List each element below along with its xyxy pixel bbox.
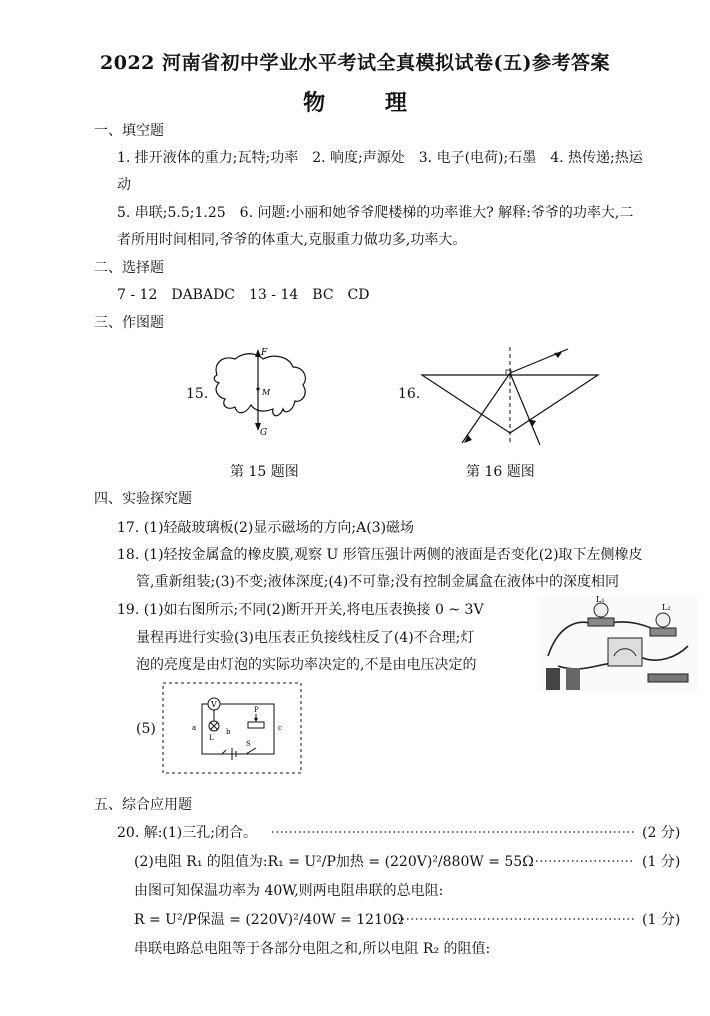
answer-line: 20. 解:(1)三孔;闭合。 — [117, 825, 257, 841]
circuit-schematic — [162, 682, 302, 774]
answer-line: 18. (1)轻按金属盒的橡皮膜,观察 U 形管压强计两侧的液面是否变化(2)取下左侧橡皮 — [117, 547, 643, 563]
pig-force-diagram — [205, 345, 315, 440]
figure-caption: 第 16 题图 — [466, 464, 535, 480]
answer-line: 1. 排开液体的重力;瓦特;功率 2. 响度;声源处 3. 电子(电荷);石墨 4. 热传递;热运 — [117, 150, 643, 166]
answer-line: 串联电路总电阻等于各部分电阻之和,所以电阻 R₂ 的阻值: — [134, 941, 491, 957]
center-label: M — [262, 388, 271, 397]
answer-line: R = U²/P保温 = (220V)²/40W = 1210Ω — [134, 912, 404, 928]
answer-line: 由图可知保温功率为 40W,则两电阻串联的总电阻: — [134, 883, 444, 899]
figure-caption: 第 15 题图 — [230, 464, 299, 480]
lamp1-label: L₁ — [596, 596, 605, 604]
answer-line: 17. (1)轻敲玻璃板(2)显示磁场的方向;A(3)磁场 — [117, 520, 415, 536]
answer-line: 19. (1)如右图所示;不同(2)断开开关,将电压表换接 0 ~ 3V — [117, 602, 484, 618]
score: (1 分) — [642, 912, 681, 928]
lamp2-label: L₂ — [662, 603, 671, 612]
figure-number: 16. — [398, 386, 421, 402]
answer-line: 管,重新组装;(3)不变;液体深度;(4)不可靠;没有控制金属盒在液体中的深度相同 — [136, 574, 619, 590]
gravity-label: G — [260, 428, 268, 438]
subject-title: 物 理 — [303, 90, 433, 116]
answer-line: 7 - 12 DABADC 13 - 14 BC CD — [117, 287, 370, 303]
node-b: b — [226, 728, 231, 736]
section-choice: 二、选择题 — [94, 260, 164, 276]
page-title: 2022 河南省初中学业水平考试全真模拟试卷(五)参考答案 — [100, 52, 610, 74]
dotted-leader — [536, 859, 634, 863]
prism-light-diagram — [418, 345, 603, 450]
answer-line: 动 — [117, 177, 131, 193]
circuit-photo — [538, 596, 698, 692]
node-c: c — [278, 724, 282, 732]
dotted-leader — [272, 830, 634, 834]
force-label: F — [261, 348, 268, 358]
figure-number: 15. — [186, 386, 209, 402]
answer-line: 量程再进行实验(3)电压表正负接线柱反了(4)不合理;灯 — [136, 630, 475, 646]
switch-label: S — [246, 740, 251, 748]
voltmeter-label: V — [211, 700, 217, 709]
lamp-label: L — [209, 734, 214, 742]
score: (2 分) — [642, 825, 681, 841]
section-fill-blank: 一、填空题 — [94, 123, 164, 139]
sub-question-label: (5) — [136, 721, 156, 737]
answer-line: (2)电阻 R₁ 的阻值为:R₁ = U²/P加热 = (220V)²/880W = 55Ω — [134, 854, 534, 870]
section-experiment: 四、实验探究题 — [94, 491, 192, 507]
section-comprehensive: 五、综合应用题 — [94, 797, 192, 813]
node-a: a — [192, 724, 197, 732]
answer-line: 者所用时间相同,爷爷的体重大,克服重力做功多,功率大。 — [117, 232, 467, 248]
rheostat-label: P — [254, 706, 259, 714]
answer-line: 泡的亮度是由灯泡的实际功率决定的,不是由电压决定的 — [136, 657, 477, 673]
answer-line: 5. 串联;5.5;1.25 6. 问题:小丽和她爷爷爬楼梯的功率谁大? 解释:爷爷的功率大,二 — [117, 205, 634, 221]
score: (1 分) — [642, 854, 681, 870]
section-drawing: 三、作图题 — [94, 315, 164, 331]
dotted-leader — [398, 917, 634, 921]
